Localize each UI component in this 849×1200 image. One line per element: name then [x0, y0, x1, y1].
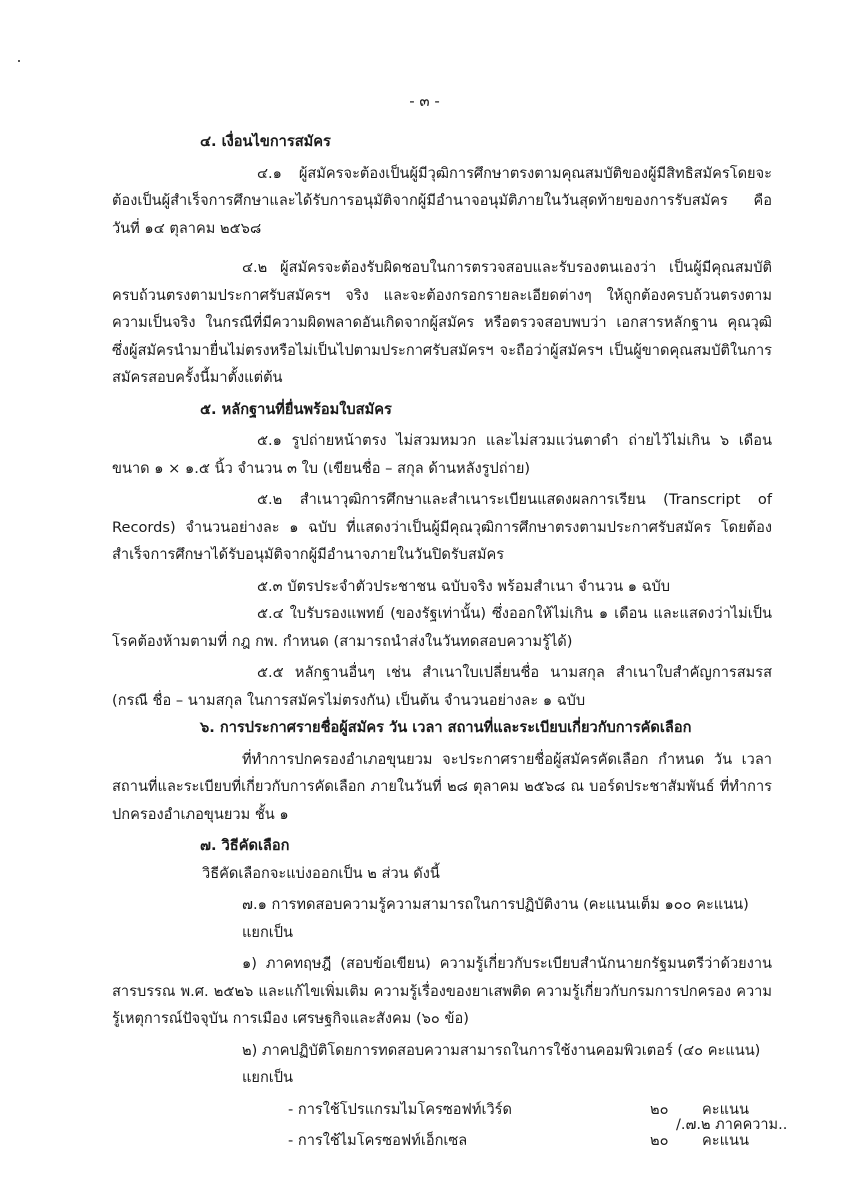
document-body: [112, 128, 772, 1155]
section-4-heading: ๔. เงื่อนไขการสมัคร: [200, 133, 331, 150]
section-4-1: ๔.๑ ผู้สมัครจะต้องเป็นผู้มีวุฒิการศึกษาตรงตามคุณสมบัติของผู้มีสิทธิสมัครโดยจะต้องเป็นผู้สำเร็จการศึกษาและได้รับการอนุมัติจากผู้มีอำนาจอนุมัติภายในวันสุดท้ายของการรับสมัคร คือ วันที่ ๑๔ ตุลาคม ๒๕๖๘: [112, 164, 772, 237]
section-5-4: ๕.๔ ใบรับรองแพทย์ (ของรัฐเท่านั้น) ซึ่งออกให้ไม่เกิน ๑ เดือน และแสดงว่าไม่เป็นโรคต้องห้ามตามที่ กฎ กพ. กำหนด (สามารถนำส่งในวันทดสอบความรู้ได้): [112, 605, 772, 650]
score-value: ๒๐: [650, 1100, 669, 1118]
section-5-3: ๕.๓ บัตรประจำตัวประชาชน ฉบับจริง พร้อมสำเนา จำนวน ๑ ฉบับ: [257, 577, 671, 595]
score-row-excel: [112, 1127, 772, 1155]
section-7-heading: ๗. วิธีคัดเลือก: [200, 837, 290, 854]
section-7-1-practice: ๒) ภาคปฏิบัติโดยการทดสอบความสามารถในการใช้งานคอมพิวเตอร์ (๔๐ คะแนน) แยกเป็น: [242, 1041, 761, 1086]
section-5-1: ๕.๑ รูปถ่ายหน้าตรง ไม่สวมหมวก และไม่สวมแว่นตาดำ ถ่ายไว้ไม่เกิน ๖ เดือน ขนาด ๑ × ๑.๕ นิ้ว จำนวน ๓ ใบ (เขียนชื่อ – สกุล ด้านหลังรูปถ่าย): [112, 432, 772, 477]
score-unit: คะแนน: [702, 1132, 749, 1149]
section-6-heading: ๖. การประกาศรายชื่อผู้สมัคร วัน เวลา สถานที่และระเบียบเกี่ยวกับการคัดเลือก: [200, 719, 692, 736]
scan-speck: [18, 60, 20, 62]
page-number: - ๓ -: [409, 92, 440, 110]
score-unit: คะแนน: [702, 1100, 749, 1118]
score-value: ๒๐: [650, 1132, 669, 1149]
continuation-note: /.๗.๒ ภาคความ..: [676, 1117, 788, 1133]
section-5-2: ๕.๒ สำเนาวุฒิการศึกษาและสำเนาระเบียนแสดงผลการเรียน (Transcript of Records) จำนวนอย่างละ ๑ ฉบับ ที่แสดงว่าเป็นผู้มีคุณวุฒิการศึกษาตรงตามประกาศรับสมัคร โดยต้องสำเร็จการศึกษาได้รับอนุมัติจากผู้มีอำนาจภายในวันปิดรับสมัคร: [112, 491, 772, 563]
section-7-1: ๗.๑ การทดสอบความรู้ความสามารถในการปฏิบัติงาน (คะแนนเต็ม ๑๐๐ คะแนน) แยกเป็น: [242, 896, 749, 941]
section-7-1-theory: ๑) ภาคทฤษฎี (สอบข้อเขียน) ความรู้เกี่ยวกับระเบียบสำนักนายกรัฐมนตรีว่าด้วยงานสารบรรณ พ.ศ. ๒๕๒๖ และแก้ไขเพิ่มเติม ความรู้เรื่องของยาเสพติด ความรู้เกี่ยวกับกรมการปกครอง ความรู้เหตุการณ์ปัจจุบัน การเมือง เศรษฐกิจและสังคม (๖๐ ข้อ): [112, 955, 772, 1027]
section-7-intro: วิธีคัดเลือกจะแบ่งออกเป็น ๒ ส่วน ดังนี้: [202, 864, 440, 882]
section-5-heading: ๕. หลักฐานที่ยื่นพร้อมใบสมัคร: [200, 400, 392, 418]
section-4-2: ๔.๒ ผู้สมัครจะต้องรับผิดชอบในการตรวจสอบและรับรองตนเองว่า เป็นผู้มีคุณสมบัติครบถ้วนตรงตามประกาศรับสมัครฯ จริง และจะต้องกรอกรายละเอียดต่างๆ ให้ถูกต้องครบถ้วนตรงตามความเป็นจริง ในกรณีที่มีความผิดพลาดอันเกิดจากผู้สมัคร หรือตรวจสอบพบว่า เอกสารหลักฐาน คุณวุฒิ ซึ่งผู้สมัครนำมายื่นไม่ตรงหรือไม่เป็นไปตามประกาศรับสมัครฯ จะถือว่าผู้สมัครฯ เป็นผู้ขาดคุณสมบัติในการสมัครสอบครั้งนี้มาตั้งแต่ต้น: [112, 259, 772, 386]
section-5-5: ๕.๕ หลักฐานอื่นๆ เช่น สำเนาใบเปลี่ยนชื่อ นามสกุล สำเนาใบสำคัญการสมรส (กรณี ชื่อ – นามสกุล ในการสมัครไม่ตรงกัน) เป็นต้น จำนวนอย่างละ ๑ ฉบับ: [112, 664, 772, 709]
score-item-label: - การใช้โปรแกรมไมโครซอฟท์เวิร์ด: [288, 1100, 512, 1118]
score-row-word: [112, 1096, 772, 1124]
score-item-label: - การใช้ไมโครซอฟท์เอ็กเซล: [288, 1132, 468, 1149]
section-6-body: ที่ทำการปกครองอำเภอขุนยวม จะประกาศรายชื่อผู้สมัครคัดเลือก กำหนด วัน เวลา สถานที่และระเบียบที่เกี่ยวกับการคัดเลือก ภายในวันที่ ๒๘ ตุลาคม ๒๕๖๘ ณ บอร์ดประชาสัมพันธ์ ที่ทำการปกครองอำเภอขุนยวม ชั้น ๑: [112, 750, 772, 823]
